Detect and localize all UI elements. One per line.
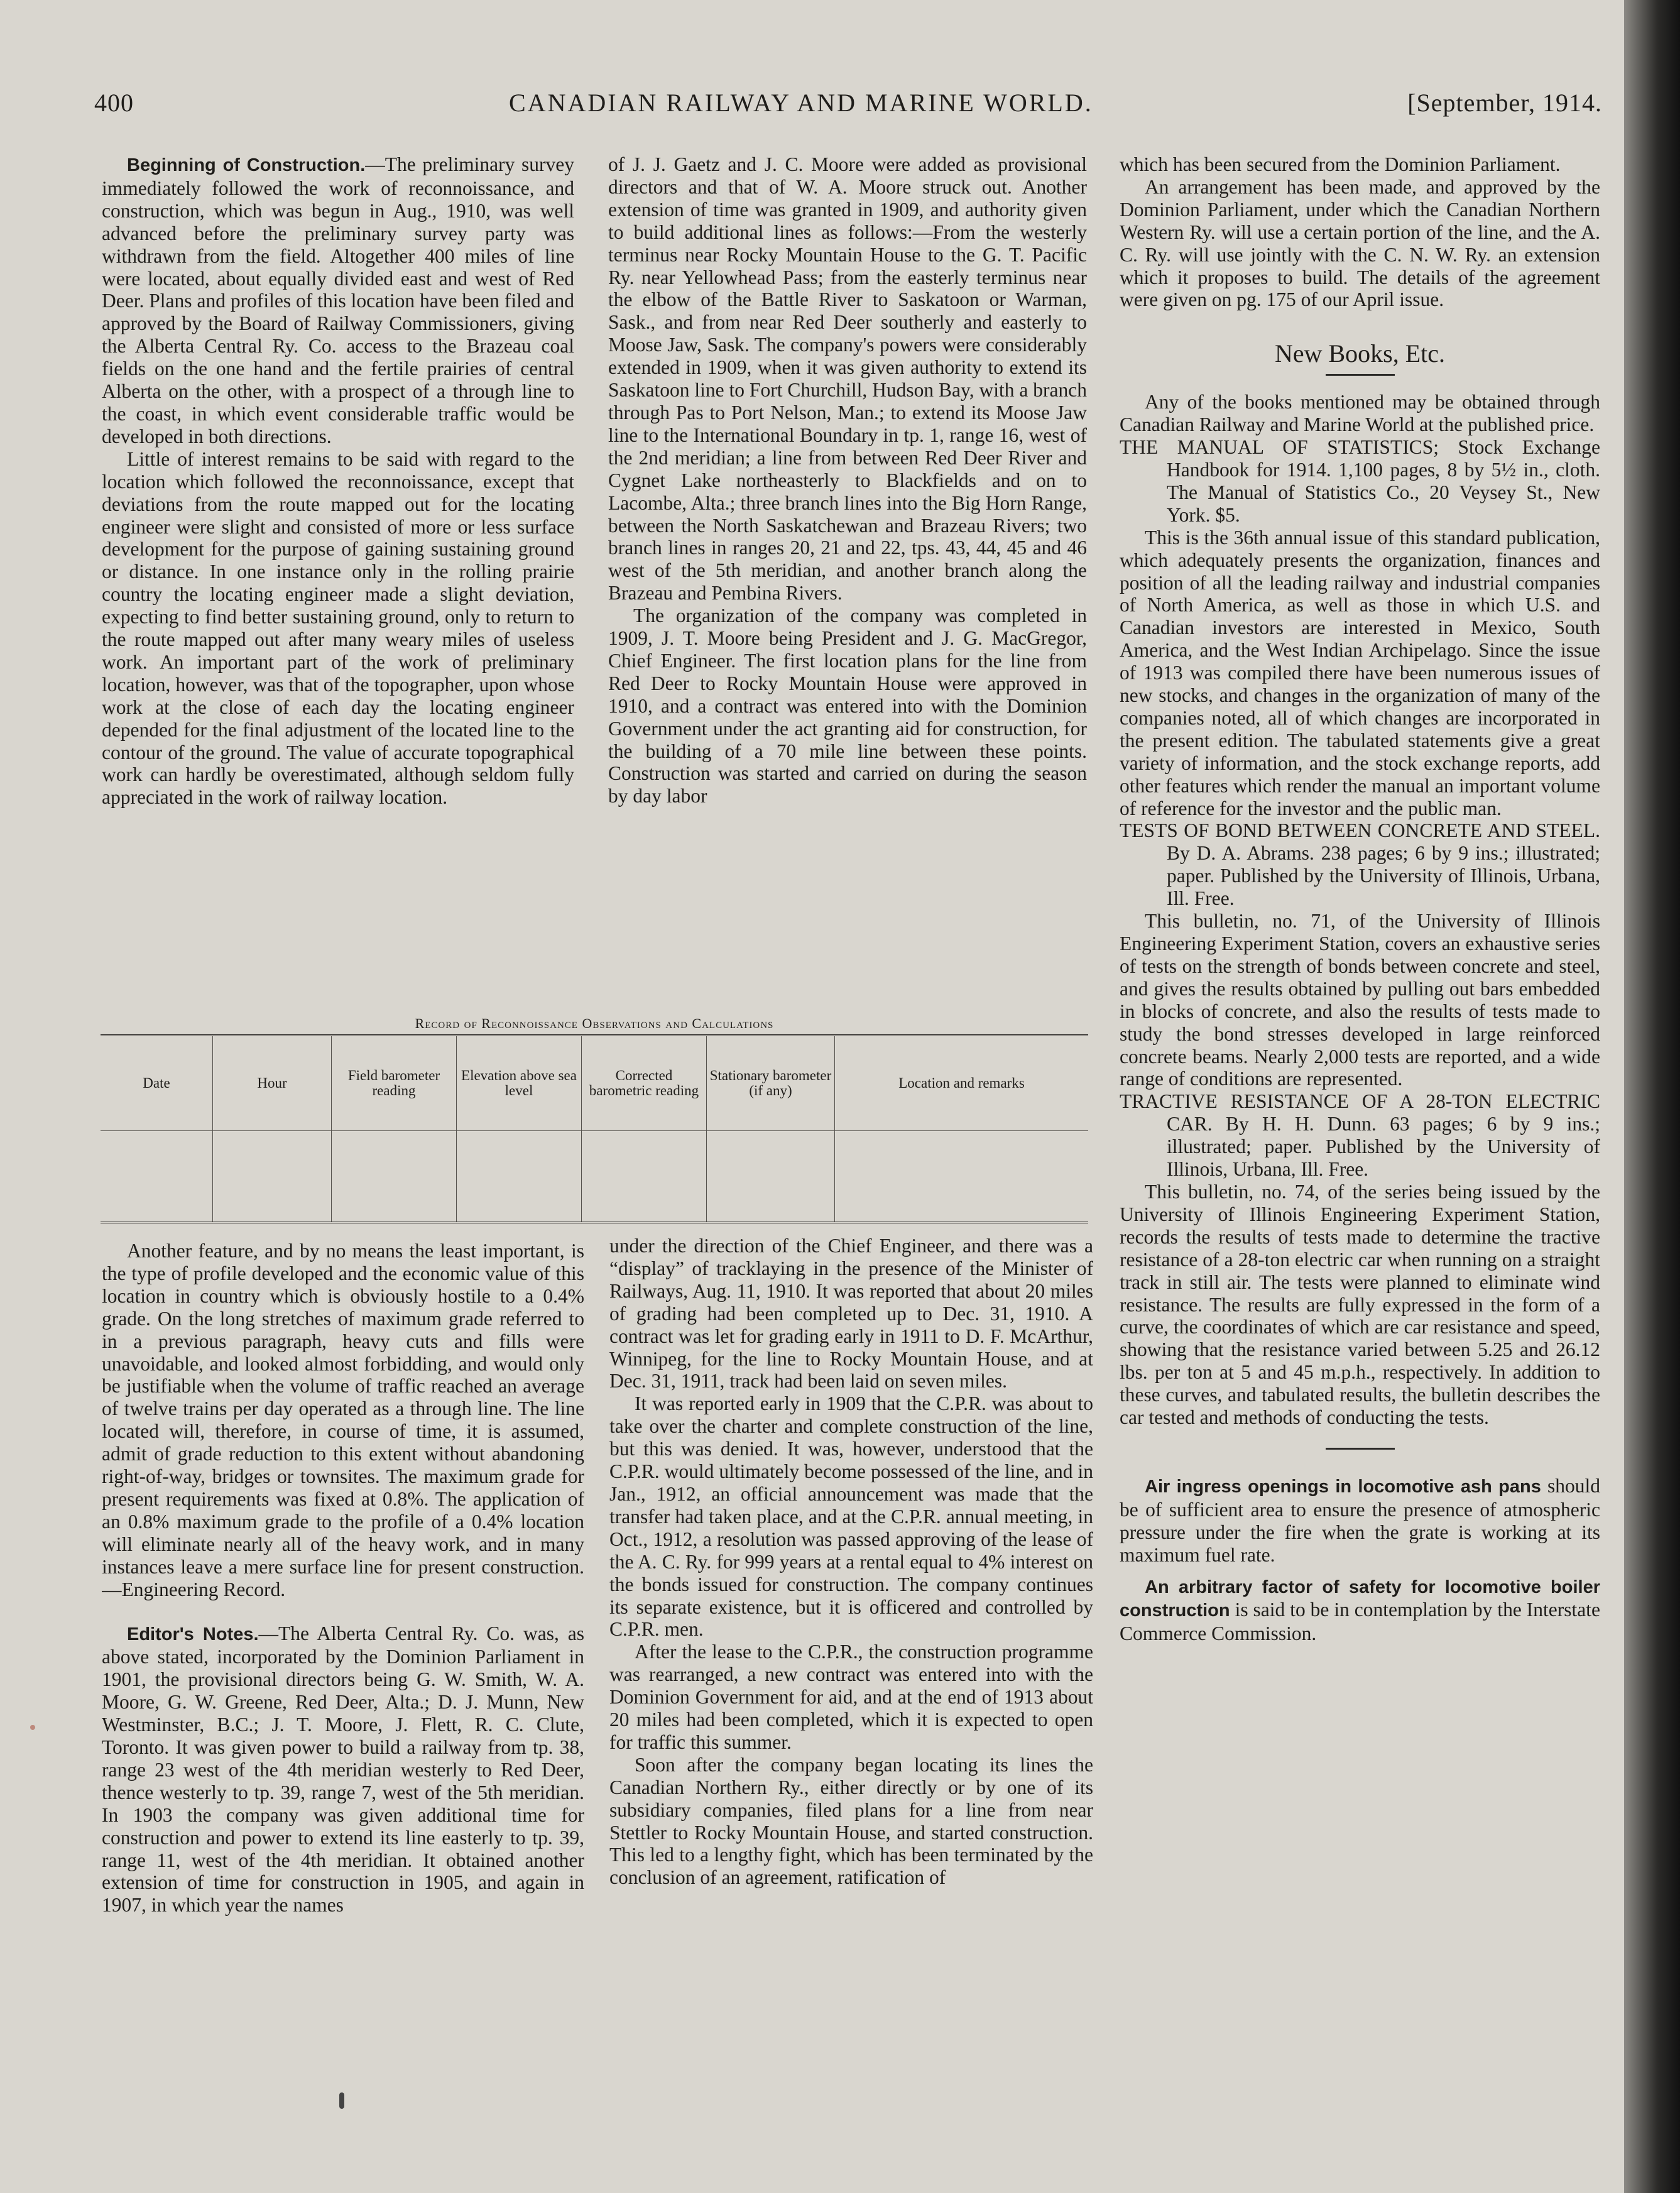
paragraph: which has been secured from the Dominion Parliament. <box>1120 153 1561 175</box>
column-header: Elevation above sea level <box>457 1036 582 1131</box>
table-cell <box>332 1176 457 1223</box>
column-1-top <box>102 153 574 1011</box>
page-header <box>94 88 1602 132</box>
column-header: Hour <box>213 1036 332 1131</box>
paragraph: Beginning of Construction.—The preliminary survey immediately followed the work of reconnoissance, and construction, which was begun in Aug., 1910, was well advanced before the preliminary survey party was withdrawn from the field. Altogether 400 miles of line were located, about equally divided east and west of Red Deer. Plans and profiles of this location have been filed and approved by the Board of Railway Commissioners, giving the Alberta Central Ry. Co. access to the Brazeau coal fields on the one hand and the fertile prairies of central Alberta on the other, with a prospect of a through line to the coast, in which event considerable traffic would be developed in both directions. <box>102 153 574 447</box>
paragraph: This bulletin, no. 71, of the University of Illinois Engineering Experiment Station, covers an exhaustive series of tests on the strength of bonds between concrete and steel, and gives the results obtained by pulling out bars embedded in blocks of concrete, and also the results of tests made to study the bond stresses developed in large reinforced concrete beams. Nearly 2,000 tests are reported, and a wide range of conditions are represented. <box>1120 910 1600 1090</box>
section-heading: Beginning of Construction. <box>127 155 366 175</box>
table-row <box>101 1131 1088 1177</box>
table-cell <box>457 1176 582 1223</box>
reconnoissance-table <box>101 1013 1088 1227</box>
table-header-row <box>101 1036 1088 1131</box>
table-cell <box>835 1176 1089 1223</box>
section-title: New Books, Etc. <box>1274 339 1446 368</box>
paper-blemish <box>30 1725 35 1730</box>
table-cell <box>457 1131 582 1177</box>
table-cell <box>707 1131 835 1177</box>
book-entry: TRACTIVE RESISTANCE OF A 28-TON ELECTRIC CAR. By H. H. Dunn. 63 pages; 6 by 9 ins.; illustrated; paper. Published by the University of Illinois, Urbana, Ill. Free. <box>1120 1090 1600 1181</box>
paragraph: Air ingress openings in locomotive ash pans should be of sufficient area to ensure the presence of atmospheric pressure under the fire when the grate is working at its maximum fuel rate. <box>1120 1474 1600 1566</box>
observations-table <box>101 1034 1088 1223</box>
book-entry: TESTS OF BOND BETWEEN CONCRETE AND STEEL. By D. A. Abrams. 238 pages; 6 by 9 ins.; illustrated; paper. Published by the University of Illinois, Urbana, Ill. Free. <box>1120 819 1600 910</box>
table-cell <box>332 1131 457 1177</box>
table-cell <box>582 1131 707 1177</box>
table-cell <box>101 1176 213 1223</box>
paragraph: An arrangement has been made, and approved by the Dominion Parliament, under which the Canadian Northern Western Ry. will use a certain portion of the line, and the A. C. Ry. will use jointly with the C. N. W. Ry. an extension which it proposes to build. The details of the agreement were given on pg. 175 of our April issue. <box>1120 175 1600 311</box>
journal-title: CANADIAN RAILWAY AND MARINE WORLD. <box>509 89 1093 117</box>
table-cell <box>101 1131 213 1177</box>
column-header: Location and remarks <box>835 1036 1089 1131</box>
note-heading: Air ingress openings in locomotive ash pans <box>1145 1476 1541 1497</box>
page-number: 400 <box>94 89 134 117</box>
paragraph: This bulletin, no. 74, of the series being issued by the University of Illinois Engineering Experiment Station, records the results of tests made to determine the tractive resistance of a 28-ton electric car when running on a straight track in still air. The tests were planned to eliminate wind resistance. The results are fully expressed in the form of a curve, the coordinates of which are car resistance and speed, showing that the resistance varied between 5.25 and 26.12 lbs. per ton at 5 and 45 m.p.h., respectively. In addition to these curves, and tabulated results, the bulletin describes the car tested and methods of conducting the tests. <box>1120 1180 1600 1429</box>
paragraph: After the lease to the C.P.R., the construction programme was rearranged, a new contract was entered into with the Dominion Government for aid, and at the end of 1913 about 20 miles had been completed, which it is expected to open for traffic this summer. <box>609 1641 1093 1753</box>
column-header: Corrected barometric reading <box>582 1036 707 1131</box>
column-2-bottom <box>609 1235 1093 2089</box>
note-heading: An arbitrary factor of safety for locomotive boiler construction <box>1120 1577 1600 1621</box>
table-cell <box>707 1176 835 1223</box>
divider <box>1326 1448 1395 1450</box>
paragraph: Soon after the company began locating its lines the Canadian Northern Ry., either directly or by one of its subsidiary companies, filed plans for a line from near Stettler to Rocky Mountain House, and started construction. This led to a lengthy fight, which has been terminated by the conclusion of an agreement, ratification of <box>609 1753 1093 1889</box>
paragraph: under the direction of the Chief Engineer, and there was a “display” of tracklaying in the presence of the Minister of Railways, Aug. 11, 1910. It was reported that about 20 miles of grading had been completed up to Dec. 31, 1910. A contract was let for grading early in 1911 to D. F. McArthur, Winnipeg, for the line to Rocky Mountain House, and at Dec. 31, 1911, track had been laid on seven miles. <box>609 1235 1093 1392</box>
table-title: Record of Reconnoissance Observations and Calculations <box>415 1015 774 1031</box>
page-binding-edge <box>1624 0 1680 2193</box>
table-row <box>101 1176 1088 1223</box>
paragraph: Another feature, and by no means the least important, is the type of profile developed and the economic value of this location in country which is obviously hostile to a 0.4% grade. On the long stretches of maximum grade referred to in a previous paragraph, heavy cuts and fills were unavoidable, and looked almost forbidding, and would only be justifiable when the volume of traffic reached an average of twelve trains per day operated as a through line. The line located will, therefore, in course of time, it is assumed, admit of grade reduction to this extent without abandoning right-of-way, bridges or townsites. The maximum grade for present requirements was fixed at 0.8%. The application of an 0.8% maximum grade to the profile of a 0.4% location will eliminate nearly all of the heavy work, and in many instances leave a mere surface line for present construction.—Engineering Record. <box>102 1240 584 1600</box>
paragraph: It was reported early in 1909 that the C.P.R. was about to take over the charter and complete construction of the line, but this was denied. It was, however, understood that the C.P.R. would ultimately become possessed of the line, and in Jan., 1912, an official announcement was made that the transfer had taken place, and at the C.P.R. annual meeting, in Oct., 1912, a resolution was passed approving of the lease of the A. C. Ry. for 999 years at a rental equal to 4% interest on the bonds issued for construction. The company continues its separate existence, but it is officered and controlled by C.P.R. men. <box>609 1392 1093 1641</box>
column-1-bottom <box>102 1240 584 2094</box>
column-3 <box>1120 153 1600 2114</box>
paragraph: This is the 36th annual issue of this standard publication, which adequately presents the organization, finances and position of all the leading railway and industrial companies of North America, as well as those in which U.S. and Canadian investors are interested in Mexico, South America, and the West Indian Archipelago. Since the issue of 1913 was compiled there have been numerous issues of new stocks, and changes in the organization of many of the companies noted, all of which changes are incorporated in the present edition. The tabulated statements give a great variety of information, and the stock exchange reports, add other features which render the manual an important volume of reference for the investor and the public man. <box>1120 526 1600 819</box>
book-entry: THE MANUAL OF STATISTICS; Stock Exchange Handbook for 1914. 1,100 pages, 8 by 5½ in., cloth. The Manual of Statistics Co., 20 Veysey St., New York. $5. <box>1120 436 1600 526</box>
table-cell <box>835 1131 1089 1177</box>
table-cell <box>213 1176 332 1223</box>
paragraph: Little of interest remains to be said with regard to the location which followed the reconnoissance, except that deviations from the route mapped out for the locating engineer were slight and consisted of more or less surface development for the purpose of gaining sustaining ground or distance. In one instance only in the rolling prairie country the locating engineer made a slight deviation, expecting to find better sustaining ground, only to return to the route mapped out after many weary miles of useless work. An important part of the work of preliminary location, however, was that of the topographer, upon whose work at the close of each day the locating engineer depended for the final adjustment of the located line to the contour of the ground. The value of accurate topographical work can hardly be overestimated, although seldom fully appreciated in the work of railway location. <box>102 447 574 809</box>
column-header: Field barometer reading <box>332 1036 457 1131</box>
paragraph: An arbitrary factor of safety for locomotive boiler construction is said to be in contemplation by the Interstate Commerce Commission. <box>1120 1577 1600 1645</box>
paragraph: of J. J. Gaetz and J. C. Moore were added as provisional directors and that of W. A. Moore struck out. Another extension of time was granted in 1909, and authority given to build additional lines as follows:—From the westerly terminus near Rocky Mountain House to the G. T. Pacific Ry. near Yellowhead Pass; from the easterly terminus near the elbow of the Battle River to Saskatoon or Warman, Sask., and from near Red Deer southerly and easterly to Moose Jaw, Sask. The company's powers were considerably extended in 1909, when it was given authority to extend its Saskatoon line to Fort Churchill, Hudson Bay, with a branch through Pas to Port Nelson, Man.; to extend its Moose Jaw line to the International Boundary in tp. 1, range 16, west of the 2nd meridian; a line from between Red Deer River and Cygnet Lake northeasterly to Blackfields and on to Lacombe, Alta.; three branch lines into the Big Horn Range, between the North Saskatchewan and Brazeau Rivers; two branch lines in ranges 20, 21 and 22, tps. 43, 44, 45 and 46 west of the 5th meridian, and another branch along the Brazeau and Pembina Rivers. <box>608 153 1087 604</box>
issue-date: [September, 1914. <box>1407 89 1602 117</box>
column-2-top <box>608 153 1087 1011</box>
paper-blemish <box>339 2092 344 2109</box>
paragraph: Editor's Notes.—The Alberta Central Ry. Co. was, as above stated, incorporated by the Dominion Parliament in 1901, the provisional directors being G. W. Smith, W. A. Moore, G. W. Greene, Red Deer, Alta.; D. J. Munn, New Westminster, B.C.; J. T. Moore, J. Flett, R. C. Clute, Toronto. It was given power to build a railway from tp. 38, range 23 west of the 4th meridian westerly to Red Deer, thence westerly to tp. 39, range 7, west of the 5th meridian. In 1903 the company was given additional time for construction and power to extend its line easterly to tp. 39, range 11, west of the 4th meridian. It obtained another extension of time for construction in 1905, and again in 1907, in which year the names <box>102 1622 584 1917</box>
column-header: Stationary barometer (if any) <box>707 1036 835 1131</box>
table-cell <box>213 1131 332 1177</box>
table-cell <box>582 1176 707 1223</box>
divider <box>1326 374 1395 376</box>
column-header: Date <box>101 1036 213 1131</box>
editor-notes-heading: Editor's Notes. <box>127 1624 259 1644</box>
paragraph: The organization of the company was completed in 1909, J. T. Moore being President and J. G. MacGregor, Chief Engineer. The first location plans for the line from Red Deer to Rocky Mountain House were approved in 1910, and a contract was entered into with the Dominion Government under the act granting aid for construction, for the building of a 70 mile line between these points. Construction was started and carried on during the season by day labor <box>608 604 1087 807</box>
paragraph: Any of the books mentioned may be obtained through Canadian Railway and Marine World at the published price. <box>1120 391 1600 436</box>
